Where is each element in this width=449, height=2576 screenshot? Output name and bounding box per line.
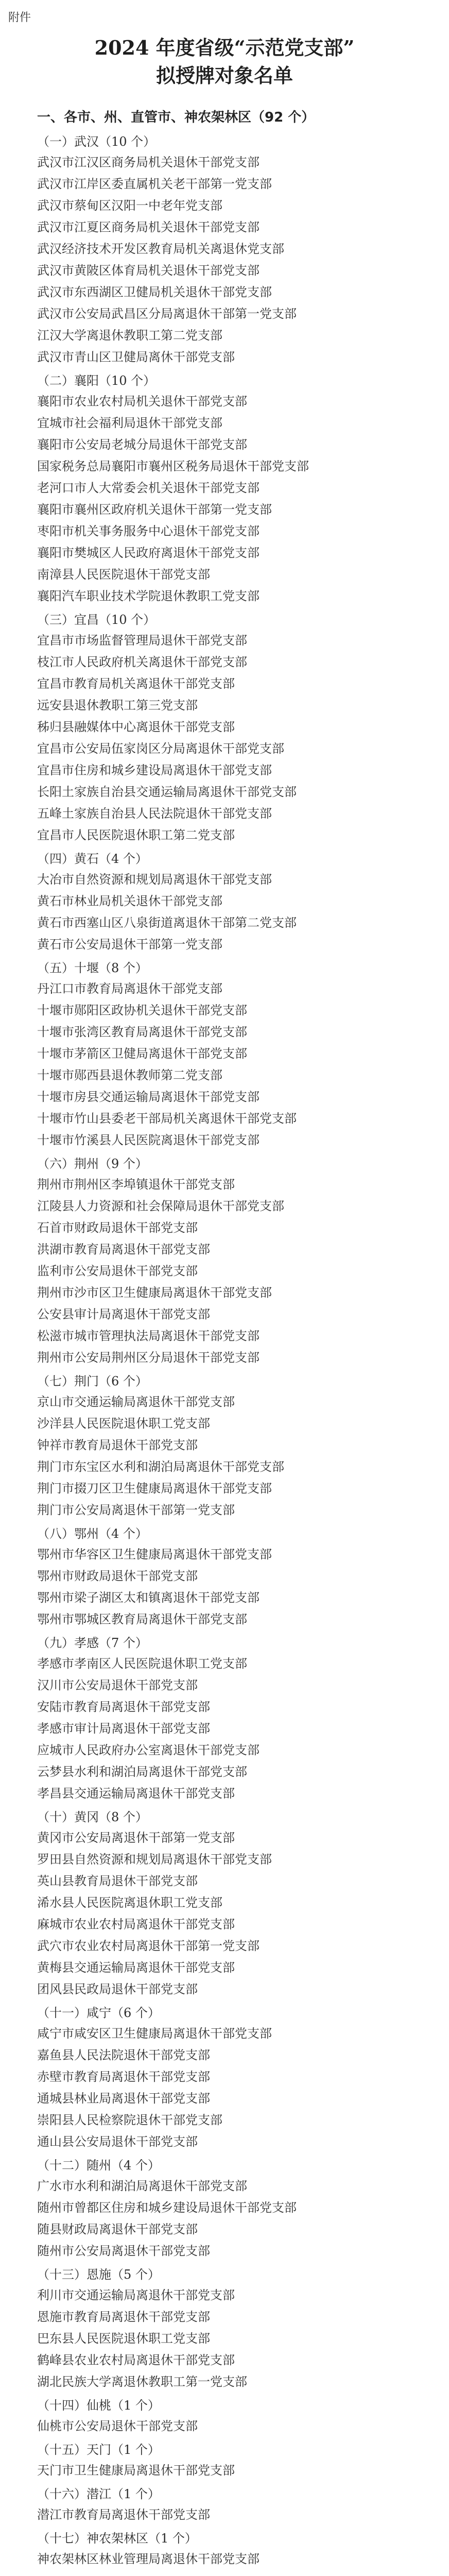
region-heading: （十四）仙桃（1 个） bbox=[37, 2398, 160, 2413]
region-heading: （十二）随州（4 个） bbox=[37, 2158, 160, 2173]
region-heading: （十三）恩施（5 个） bbox=[37, 2267, 160, 2282]
region-heading: （二）襄阳（10 个） bbox=[37, 374, 156, 388]
branch-list bbox=[37, 631, 412, 845]
branch-item: 武汉市蔡甸区汉阳一中老年党支部 bbox=[37, 198, 222, 213]
branch-item: 公安县审计局离退休干部党支部 bbox=[37, 1307, 210, 1321]
branch-item: 鄂州市梁子湖区太和镇离退休干部党支部 bbox=[37, 1590, 260, 1605]
branch-item: 鄂州市鄂城区教育局离退休干部党支部 bbox=[37, 1612, 247, 1626]
branch-item: 大冶市自然资源和规划局离退休干部党支部 bbox=[37, 872, 272, 887]
branch-item: 枣阳市机关事务服务中心退休干部党支部 bbox=[37, 524, 260, 538]
branch-item: 荆州市荆州区李埠镇退休干部党支部 bbox=[37, 1177, 235, 1192]
branch-item: 嘉鱼县人民法院退休干部党支部 bbox=[37, 2048, 210, 2062]
branch-item: 团风县民政局退休干部党支部 bbox=[37, 1982, 198, 1996]
branch-item: 秭归县融媒体中心离退休干部党支部 bbox=[37, 720, 235, 734]
branch-item: 荆门市公安局离退休干部第一党支部 bbox=[37, 1503, 235, 1517]
region-heading: （六）荆州（9 个） bbox=[37, 1157, 148, 1171]
branch-item: 石首市财政局退休干部党支部 bbox=[37, 1221, 198, 1235]
branch-item: 崇阳县人民检察院退休干部党支部 bbox=[37, 2113, 222, 2127]
branch-item: 江陵县人力资源和社会保障局退休干部党支部 bbox=[37, 1199, 284, 1213]
region-heading: （九）孝感（7 个） bbox=[37, 1636, 148, 1650]
branch-item: 黄冈市公安局离退休干部第一党支部 bbox=[37, 1831, 235, 1845]
branch-item: 罗田县自然资源和规划局离退休干部党支部 bbox=[37, 1852, 272, 1867]
branch-item: 通城县林业局离退休干部党支部 bbox=[37, 2091, 210, 2106]
branch-item: 荆门市掇刀区卫生健康局离退休干部党支部 bbox=[37, 1481, 272, 1496]
branch-item: 武汉市黄陂区体育局机关退休干部党支部 bbox=[37, 263, 260, 278]
branch-list bbox=[37, 870, 412, 954]
branch-item: 监利市公安局退休干部党支部 bbox=[37, 1264, 198, 1278]
branch-list bbox=[37, 1175, 412, 1367]
branch-item: 随州市公安局离退休干部党支部 bbox=[37, 2244, 210, 2258]
branch-item: 武汉市江汉区商务局机关退休干部党支部 bbox=[37, 155, 260, 170]
region-heading: （八）鄂州（4 个） bbox=[37, 1527, 148, 1541]
branch-item: 长阳土家族自治县交通运输局离退休干部党支部 bbox=[37, 785, 297, 799]
branch-item: 安陆市教育局离退休干部党支部 bbox=[37, 1700, 210, 1714]
branch-item: 襄阳市公安局老城分局退休干部党支部 bbox=[37, 437, 247, 452]
branch-item: 十堰市茅箭区卫健局离退休干部党支部 bbox=[37, 1046, 247, 1061]
branch-item: 随州市曾都区住房和城乡建设局退休干部党支部 bbox=[37, 2200, 297, 2215]
branch-item: 老河口市人大常委会机关退休干部党支部 bbox=[37, 481, 260, 495]
branch-item: 十堰市房县交通运输局离退休干部党支部 bbox=[37, 1090, 260, 1104]
branch-item: 十堰市竹山县委老干部局机关离退休干部党支部 bbox=[37, 1111, 297, 1126]
branch-item: 恩施市教育局离退休干部党支部 bbox=[37, 2310, 210, 2324]
branch-list bbox=[37, 1828, 412, 1999]
branch-item: 武汉市江夏区商务局机关退休干部党支部 bbox=[37, 220, 260, 234]
branch-item: 宜昌市住房和城乡建设局离退休干部党支部 bbox=[37, 763, 272, 777]
branch-list bbox=[37, 2024, 412, 2151]
branch-item: 沙洋县人民医院退休职工党支部 bbox=[37, 1416, 210, 1431]
branch-item: 黄石市公安局退休干部第一党支部 bbox=[37, 937, 222, 952]
branch-item: 武汉市江岸区委直属机关老干部第一党支部 bbox=[37, 177, 272, 191]
branch-list bbox=[37, 1545, 412, 1629]
branch-item: 孝感市审计局离退休干部党支部 bbox=[37, 1721, 210, 1736]
branch-item: 宜昌市公安局伍家岗区分局离退休干部党支部 bbox=[37, 741, 284, 756]
region-heading: （七）荆门（6 个） bbox=[37, 1374, 148, 1388]
branch-item: 江汉大学离退休教职工第二党支部 bbox=[37, 328, 222, 343]
region-heading: （四）黄石（4 个） bbox=[37, 852, 148, 866]
region-heading: （三）宜昌（10 个） bbox=[37, 613, 156, 627]
branch-item: 赤壁市教育局离退休干部党支部 bbox=[37, 2070, 210, 2084]
branch-item: 荆门市东宝区水利和湖泊局离退休干部党支部 bbox=[37, 1460, 284, 1474]
branch-item: 黄石市西塞山区八泉街道离退休干部第二党支部 bbox=[37, 916, 297, 930]
region-heading: （十五）天门（1 个） bbox=[37, 2443, 160, 2457]
branch-item: 麻城市农业农村局离退休干部党支部 bbox=[37, 1917, 235, 1931]
branch-item: 武穴市农业农村局离退休干部第一党支部 bbox=[37, 1939, 260, 1953]
branch-item: 鄂州市华容区卫生健康局离退休干部党支部 bbox=[37, 1547, 272, 1562]
branch-list bbox=[37, 1392, 412, 1520]
annex-label: 附件 bbox=[8, 11, 31, 24]
branch-item: 利川市交通运输局离退休干部党支部 bbox=[37, 2288, 235, 2302]
branch-item: 十堰市郧西县退休教师第二党支部 bbox=[37, 1068, 222, 1082]
branch-item: 咸宁市咸安区卫生健康局离退休干部党支部 bbox=[37, 2026, 272, 2041]
branch-list bbox=[37, 392, 412, 606]
branch-list bbox=[37, 1654, 412, 1803]
branch-item: 广水市水利和湖泊局离退休干部党支部 bbox=[37, 2179, 247, 2193]
branch-item: 钟祥市教育局退休干部党支部 bbox=[37, 1438, 198, 1452]
branch-item: 云梦县水利和湖泊局离退休干部党支部 bbox=[37, 1765, 247, 1779]
branch-item: 远安县退休教职工第三党支部 bbox=[37, 698, 198, 713]
branch-item: 宜昌市市场监督管理局退休干部党支部 bbox=[37, 633, 247, 648]
document-subtitle: 拟授牌对象名单 bbox=[156, 64, 293, 87]
region-heading: （一）武汉（10 个） bbox=[37, 134, 156, 149]
region-heading: （五）十堰（8 个） bbox=[37, 961, 148, 975]
branch-item: 十堰市张湾区教育局离退休干部党支部 bbox=[37, 1025, 247, 1039]
branch-item: 天门市卫生健康局离退休干部党支部 bbox=[37, 2463, 235, 2478]
list-body bbox=[37, 107, 412, 2576]
branch-item: 鄂州市财政局退休干部党支部 bbox=[37, 1569, 198, 1583]
branch-item: 武汉市公安局武昌区分局离退休干部第一党支部 bbox=[37, 307, 297, 321]
region-heading: （十一）咸宁（6 个） bbox=[37, 2006, 160, 2020]
branch-list bbox=[37, 2416, 412, 2436]
branch-item: 荆州市沙市区卫生健康局离退休干部党支部 bbox=[37, 1285, 272, 1300]
branch-item: 襄阳市农业农村局机关退休干部党支部 bbox=[37, 394, 247, 409]
branch-item: 襄阳市襄州区政府机关退休干部第一党支部 bbox=[37, 502, 272, 517]
branch-item: 宜昌市人民医院退休职工第二党支部 bbox=[37, 828, 235, 842]
branch-item: 应城市人民政府办公室离退休干部党支部 bbox=[37, 1743, 260, 1757]
branch-item: 仙桃市公安局退休干部党支部 bbox=[37, 2419, 198, 2433]
branch-item: 宜昌市教育局机关离退休干部党支部 bbox=[37, 676, 235, 691]
branch-item: 武汉市东西湖区卫健局机关退休干部党支部 bbox=[37, 285, 272, 299]
region-heading: （十）黄冈（8 个） bbox=[37, 1810, 148, 1824]
branch-list bbox=[37, 2549, 412, 2569]
branch-item: 随县财政局离退休干部党支部 bbox=[37, 2222, 198, 2236]
branch-item: 浠水县人民医院离退休职工党支部 bbox=[37, 1895, 222, 1910]
branch-item: 英山县教育局退休干部党支部 bbox=[37, 1874, 198, 1888]
branch-list bbox=[37, 2505, 412, 2524]
branch-list bbox=[37, 152, 412, 367]
branch-item: 国家税务总局襄阳市襄州区税务局退休干部党支部 bbox=[37, 459, 309, 473]
branch-item: 枝江市人民政府机关离退休干部党支部 bbox=[37, 655, 247, 669]
branch-item: 鹤峰县农业农村局离退休干部党支部 bbox=[37, 2353, 235, 2367]
branch-item: 洪湖市教育局离退休干部党支部 bbox=[37, 1242, 210, 1257]
branch-item: 京山市交通运输局离退休干部党支部 bbox=[37, 1395, 235, 1409]
branch-item: 武汉市青山区卫健局离休干部党支部 bbox=[37, 350, 235, 364]
branch-item: 巴东县人民医院退休职工党支部 bbox=[37, 2331, 210, 2346]
branch-item: 十堰市郧阳区政协机关退休干部党支部 bbox=[37, 1003, 247, 1018]
branch-item: 孝昌县交通运输局离退休干部党支部 bbox=[37, 1786, 235, 1801]
branch-item: 五峰土家族自治县人民法院退休干部党支部 bbox=[37, 806, 272, 821]
region-heading: （十七）神农架林区（1 个） bbox=[37, 2531, 197, 2546]
branch-item: 宜城市社会福利局退休干部党支部 bbox=[37, 416, 222, 430]
branch-list bbox=[37, 2176, 412, 2261]
branch-list bbox=[37, 979, 412, 1150]
branch-item: 襄阳汽车职业技术学院退休教职工党支部 bbox=[37, 589, 260, 603]
branch-item: 襄阳市樊城区人民政府离退休干部党支部 bbox=[37, 546, 260, 560]
branch-list bbox=[37, 2285, 412, 2392]
branch-item: 湖北民族大学离退休教职工第一党支部 bbox=[37, 2375, 247, 2389]
branch-item: 南漳县人民医院退休干部党支部 bbox=[37, 567, 210, 582]
branch-item: 松滋市城市管理执法局离退休干部党支部 bbox=[37, 1329, 260, 1343]
document-title: 2024 年度省级“示范党支部” bbox=[94, 36, 355, 59]
branch-item: 潜江市教育局离退休干部党支部 bbox=[37, 2507, 210, 2522]
branch-item: 武汉经济技术开发区教育局机关离退休党支部 bbox=[37, 242, 284, 256]
branch-item: 通山县公安局退休干部党支部 bbox=[37, 2134, 198, 2149]
branch-item: 黄石市林业局机关退休干部党支部 bbox=[37, 894, 222, 908]
branch-list bbox=[37, 2461, 412, 2480]
branch-item: 汉川市公安局退休干部党支部 bbox=[37, 1678, 198, 1692]
branch-item: 神农架林区林业管理局离退休干部党支部 bbox=[37, 2552, 260, 2566]
section-heading: 一、各市、州、直管市、神农架林区（92 个） bbox=[37, 110, 315, 125]
branch-item: 黄梅县交通运输局离退休干部党支部 bbox=[37, 1960, 235, 1975]
branch-item: 孝感市孝南区人民医院退休职工党支部 bbox=[37, 1656, 247, 1671]
region-heading: （十六）潜江（1 个） bbox=[37, 2487, 160, 2501]
branch-item: 丹江口市教育局离退休干部党支部 bbox=[37, 981, 222, 996]
branch-item: 荆州市公安局荆州区分局退休干部党支部 bbox=[37, 1350, 260, 1365]
branch-item: 十堰市竹溪县人民医院离退休干部党支部 bbox=[37, 1133, 260, 1147]
